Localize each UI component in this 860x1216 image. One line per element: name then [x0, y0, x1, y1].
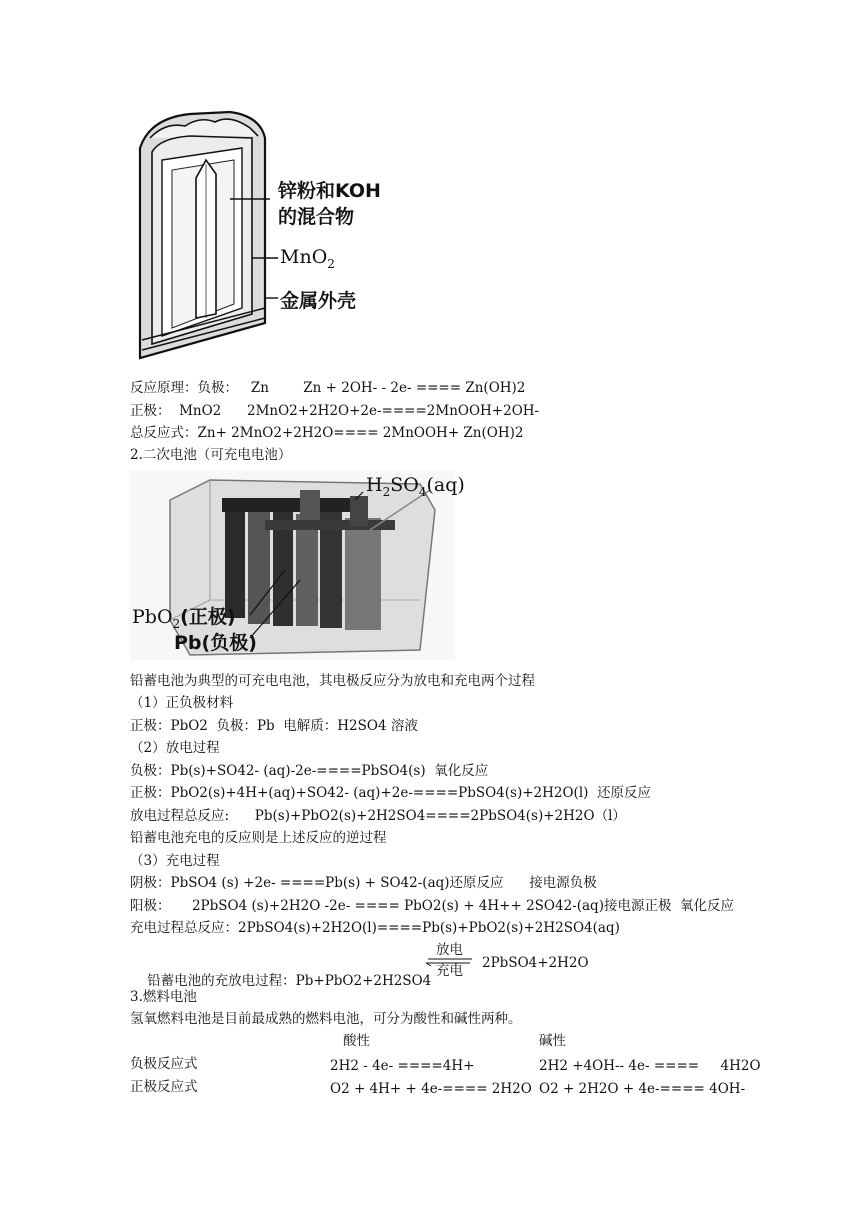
h2so4-sub1: 2 [382, 484, 391, 499]
charge-anode-line: 阳极： 2PbSO4 (s)+2H2O -2e- ==== PbO2(s) + 4H++ 2SO42-(aq)接电源正极 氧化反应 [130, 898, 735, 914]
section-heading-secondary-battery: 2.二次电池（可充电电池） [130, 447, 292, 463]
h2so4-so: SO [390, 474, 419, 496]
charge-cathode-line: 阴极：PbSO4 (s) +2e- ====Pb(s) + SO42-(aq)还原反应 接电源负极 [130, 875, 597, 891]
h2so4-aq: (aq) [426, 474, 465, 496]
subheading-discharge: （2）放电过程 [130, 740, 220, 756]
overall-reaction-line: 总反应式：Zn+ 2MnO2+2H2O==== 2MnOOH+ Zn(OH)2 [130, 425, 524, 441]
arrow-label-charge: 充电 [436, 963, 463, 979]
table-header-base: 碱性 [539, 1033, 566, 1049]
discharge-overall-line: 放电过程总反应: Pb(s)+PbO2(s)+2H2SO4====2PbSO4(s)+2H2O（l） [130, 808, 626, 824]
base-cathode-equation: O2 + 2H2O + 4e-==== 4OH- [539, 1081, 746, 1097]
battery-cross-section-diagram [130, 108, 410, 364]
reversible-prefix: 铅蓄电池的充放电过程：Pb+PbO2+2H2SO4 [147, 973, 432, 989]
pbo2-label [132, 602, 236, 631]
subheading-charge: （3）充电过程 [130, 853, 220, 869]
cathode-line: 正极： MnO2 2MnO2+2H2O+2e-====2MnOOH+2OH- [130, 403, 540, 419]
section-heading-fuel-cell: 3.燃料电池 [130, 989, 197, 1005]
discharge-anode-line: 负极：Pb(s)+SO42- (aq)-2e-====PbSO4(s) 氧化反应 [130, 763, 489, 779]
pb-label: Pb(负极) [174, 632, 257, 654]
h2so4-sub2: 4 [418, 484, 427, 499]
pbo2-text: PbO [132, 606, 173, 628]
reversible-suffix: 2PbSO4+2H2O [482, 955, 589, 971]
charge-reverse-note: 铅蓄电池充电的反应则是上述反应的逆过程 [130, 830, 387, 846]
battery-cross-section-figure [130, 108, 410, 364]
reversible-arrow-icon [424, 956, 474, 966]
lead-acid-intro: 铅蓄电池为典型的可充电电池，其电极反应分为放电和充电两个过程 [130, 673, 535, 689]
mno2-subscript: 2 [327, 256, 335, 271]
row-label-anode: 负极反应式 [130, 1056, 198, 1072]
fuel-cell-intro: 氢氧燃料电池是目前最成熟的燃料电池，可分为酸性和碱性两种。 [130, 1011, 522, 1027]
mno2-label [280, 246, 335, 271]
pbo2-subscript: 2 [172, 616, 181, 631]
metal-shell-label: 金属外壳 [280, 290, 357, 312]
materials-line: 正极：PbO2 负极：Pb 电解质：H2SO4 溶液 [130, 718, 418, 734]
acid-anode-equation: 2H2 - 4e- ====4H+ [330, 1058, 475, 1074]
h2so4-h: H [366, 474, 383, 496]
reaction-principle-line: 反应原理：负极： Zn Zn + 2OH- - 2e- ==== Zn(OH)2 [130, 380, 526, 396]
zinc-koh-label: 锌粉和KOH [278, 180, 381, 202]
table-header-acid: 酸性 [343, 1033, 370, 1049]
h2so4-label [366, 474, 465, 499]
acid-cathode-equation: O2 + 4H+ + 4e-==== 2H2O [330, 1081, 532, 1097]
mno2-text: MnO [280, 246, 328, 268]
lead-acid-battery-figure [130, 470, 465, 660]
mixture-label: 的混合物 [278, 206, 355, 228]
row-label-cathode: 正极反应式 [130, 1079, 198, 1095]
pbo2-positive: (正极) [180, 606, 236, 628]
subheading-materials: （1）正负极材料 [130, 695, 234, 711]
base-anode-equation: 2H2 +4OH-- 4e- ==== 4H2O [539, 1058, 761, 1074]
charge-overall-line: 充电过程总反应：2PbSO4(s)+2H2O(l)====Pb(s)+PbO2(s)+2H2SO4(aq) [130, 920, 620, 936]
discharge-cathode-line: 正极：PbO2(s)+4H+(aq)+SO42- (aq)+2e-====PbSO4(s)+2H2O(l) 还原反应 [130, 785, 651, 801]
arrow-label-discharge: 放电 [436, 942, 463, 958]
